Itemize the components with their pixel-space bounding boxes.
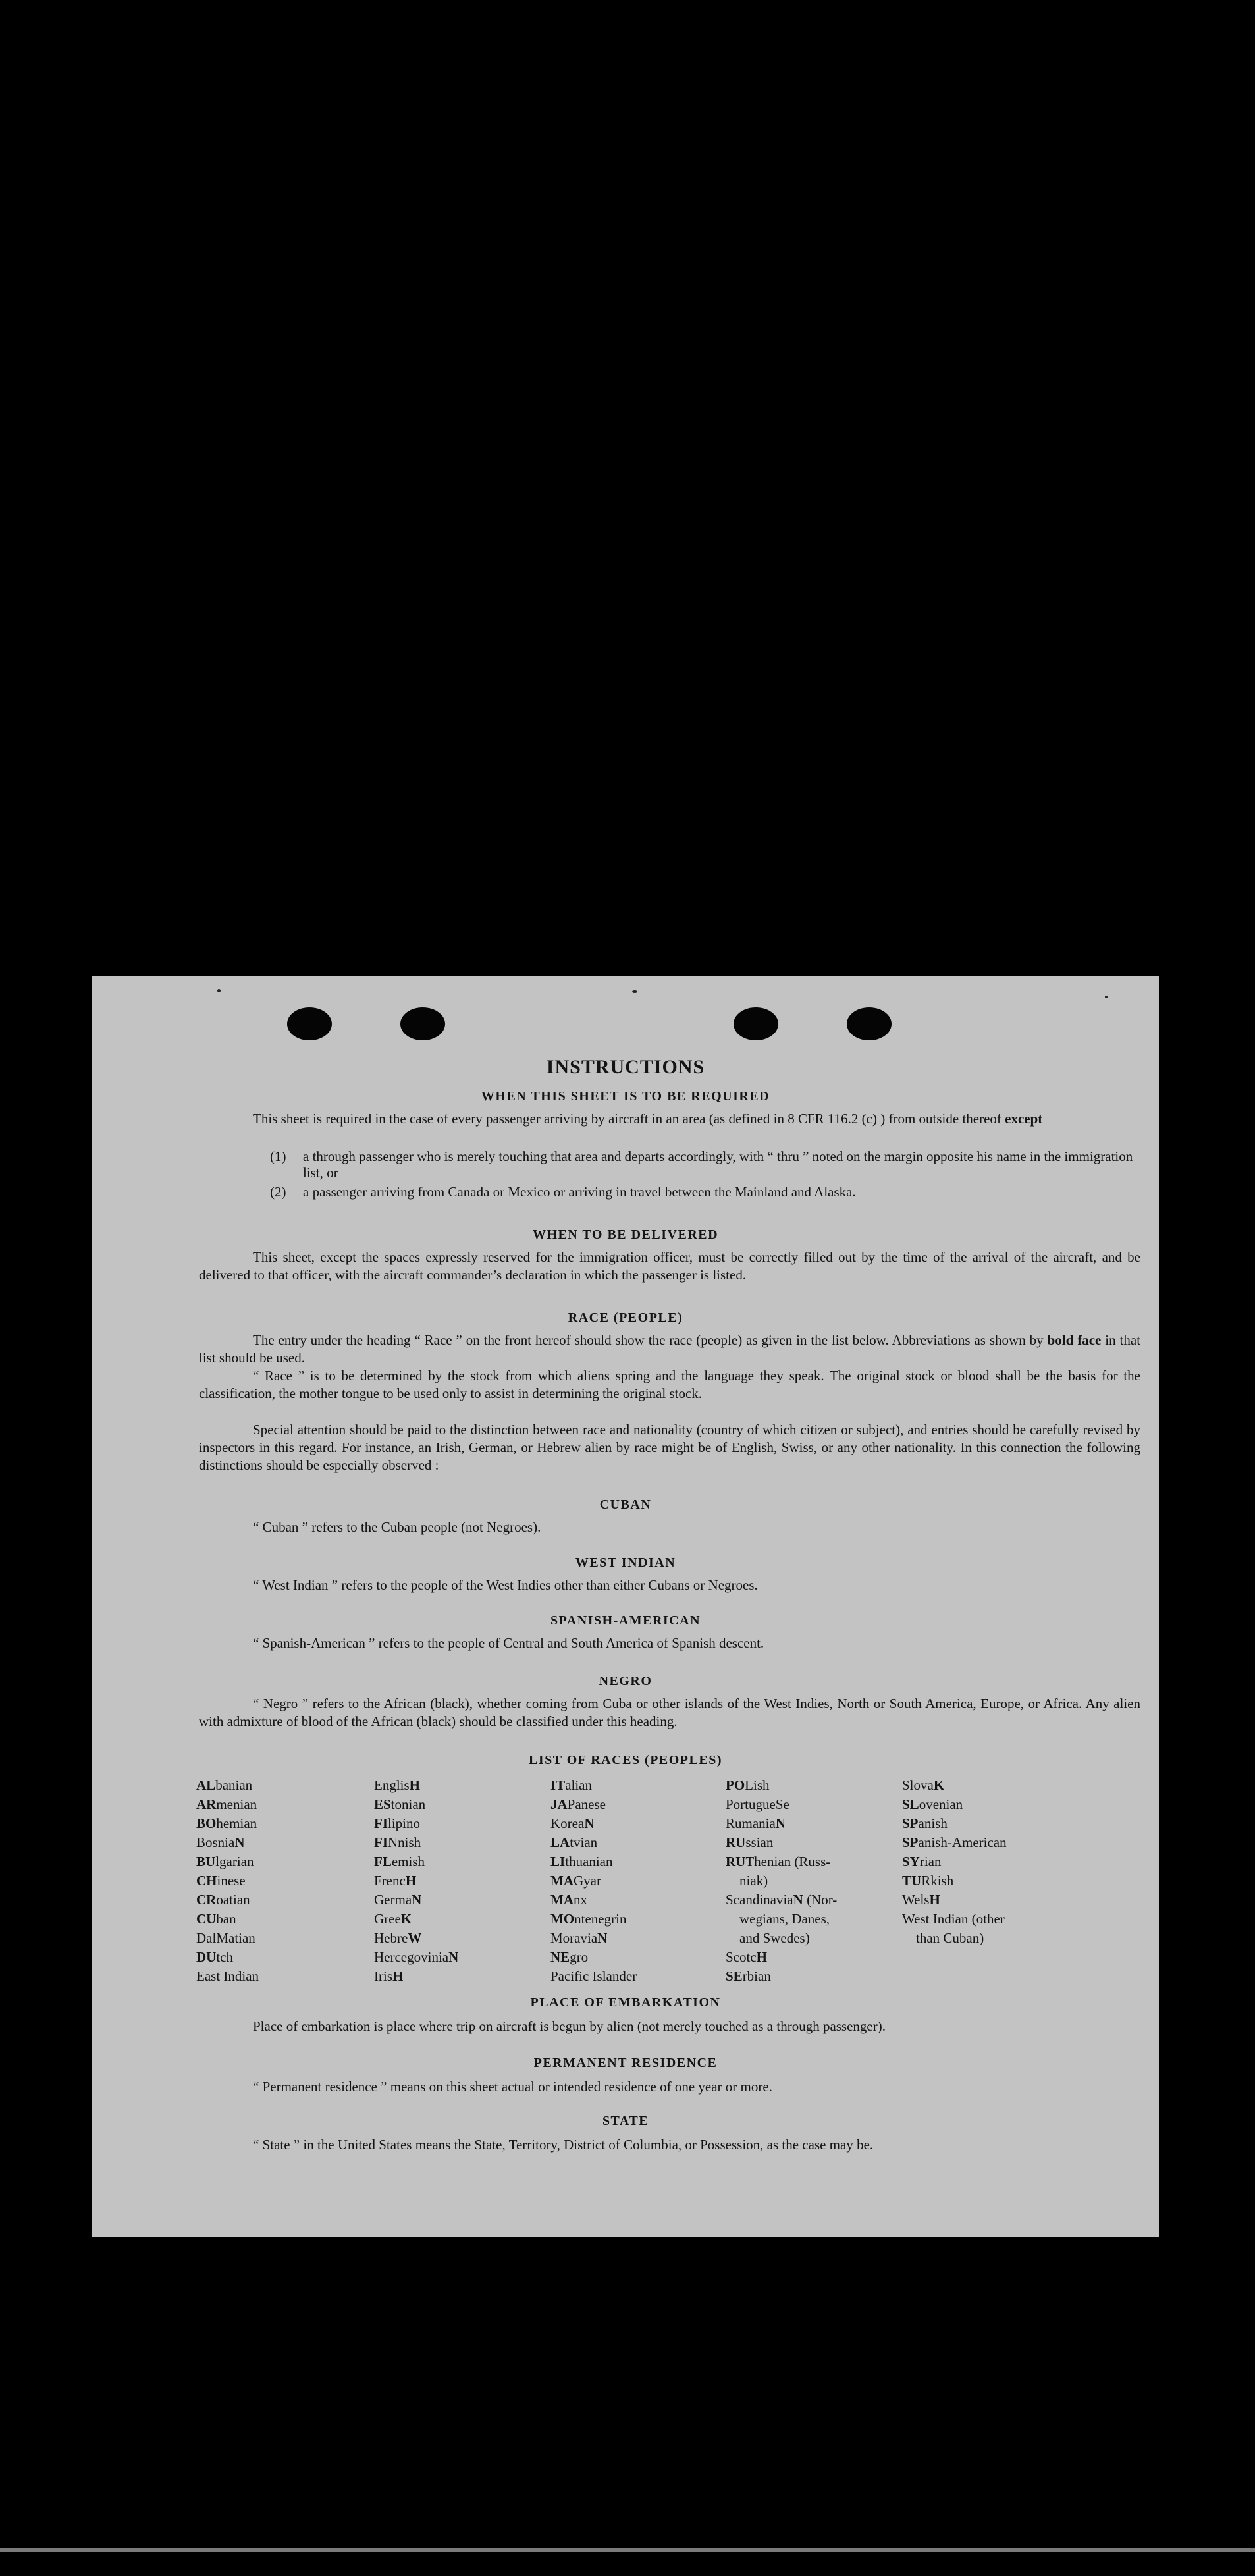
section-heading-spanish-american: SPANISH-AMERICAN [550,1613,701,1628]
race-entry: GermaN [374,1892,422,1908]
section-heading-west-indian: WEST INDIAN [575,1555,676,1570]
section-heading-negro: NEGRO [599,1674,653,1688]
race-entry: than Cuban) [902,1930,984,1946]
race-entry: ITalian [550,1777,592,1793]
races-column-5 [902,1776,1007,1948]
race-entry: DUtch [196,1949,233,1965]
race-entry: FLemish [374,1854,425,1869]
section-heading-state: STATE [602,2114,649,2128]
race-entry: FIlipino [374,1815,421,1831]
section-heading-cuban: CUBAN [599,1497,652,1512]
punch-hole [287,1007,332,1040]
race-entry: HercegoviniaN [374,1949,459,1965]
page-title: INSTRUCTIONS [546,1056,705,1078]
negro-paragraph: “ Negro ” refers to the African (black), whether coming from Cuba or other islands of the West Indies, North or South America, Europe, or Africa. Any alien with admixture of blood of the African (black) should be classified under this heading. [199,1696,1140,1729]
race-entry: ALbanian [196,1777,253,1793]
exception-item-1: (1) a through passenger who is merely touching that area and departs accordingly, with “ thru ” noted on the margin opposite his name in the immigration list, or [270,1148,1133,1181]
race-entry: GreeK [374,1911,412,1927]
races-column-1 [196,1776,259,1986]
section-heading-place-of-embarkation: PLACE OF EMBARKATION [530,1995,721,2010]
race-entry: wegians, Danes, [726,1911,830,1927]
race-entry: West Indian (other [902,1911,1005,1927]
race-entry: East Indian [196,1968,259,1984]
punch-hole [400,1007,445,1040]
west-indian-paragraph: “ West Indian ” refers to the people of the West Indies other than either Cubans or Negroes. [253,1577,758,1593]
race-entry: SYrian [902,1854,942,1869]
when-required-paragraph: This sheet is required in the case of every passenger arriving by aircraft in an area (as defined in 8 CFR 116.2 (c) ) from outside thereof except [253,1111,1043,1127]
race-entry: CRoatian [196,1892,250,1908]
place-of-embarkation-paragraph: Place of embarkation is place where trip on aircraft is begun by alien (not merely touched as a through passenger). [253,2018,886,2034]
race-entry: JAPanese [550,1796,606,1812]
race-entry: FrencH [374,1873,417,1889]
race-paragraph-2: “ Race ” is to be determined by the stock from which aliens spring and the language they speak. The original stock or blood shall be the basis for the classification, the mother tongue to be used only to assist in determining the original stock. [199,1368,1140,1401]
race-entry: CUban [196,1911,236,1927]
permanent-residence-paragraph: “ Permanent residence ” means on this sheet actual or intended residence of one year or more. [253,2079,772,2095]
race-entry: NEgro [550,1949,589,1965]
race-entry: MOntenegrin [550,1911,627,1927]
races-column-2 [374,1776,458,1986]
race-entry: BosniaN [196,1835,245,1850]
race-entry: PortugueSe [726,1796,789,1812]
race-entry: RUssian [726,1835,774,1850]
race-entry: DalMatian [196,1930,255,1946]
race-entry: EnglisH [374,1777,421,1793]
race-entry: RUThenian (Russ- [726,1854,831,1869]
race-entry: HebreW [374,1930,422,1946]
race-entry: LAtvian [550,1835,598,1850]
race-entry: SLovenian [902,1796,963,1812]
race-entry: MAGyar [550,1873,601,1889]
race-entry: SPanish-American [902,1835,1007,1850]
section-heading-race: RACE (PEOPLE) [568,1310,683,1325]
race-entry: LIthuanian [550,1854,613,1869]
race-entry: EStonian [374,1796,426,1812]
race-paragraph-1: The entry under the heading “ Race ” on the front hereof should show the race (people) as given in the list below. Abbreviations as shown by bold face in that list should be used. [199,1332,1141,1366]
race-entry: MAnx [550,1892,587,1908]
spanish-american-paragraph: “ Spanish-American ” refers to the people of Central and South America of Spanish descent. [253,1635,764,1651]
race-entry: Pacific Islander [550,1968,637,1984]
race-entry: SErbian [726,1968,771,1984]
when-delivered-paragraph: This sheet, except the spaces expressly reserved for the immigration officer, must be correctly filled out by the time of the arrival of the aircraft, and be delivered to that officer, with the aircraft commander’s declaration in which the passenger is listed. [199,1249,1140,1283]
state-paragraph: “ State ” in the United States means the State, Territory, District of Columbia, or Possession, as the case may be. [253,2137,874,2153]
section-heading-permanent-residence: PERMANENT RESIDENCE [533,2056,718,2070]
document-sheet [92,976,1159,2237]
race-entry: SlovaK [902,1777,945,1793]
race-entry: BOhemian [196,1815,257,1831]
exception-item-2: (2) a passenger arriving from Canada or Mexico or arriving in travel between the Mainland and Alaska. [270,1184,856,1200]
bottom-edge-line [0,2548,1255,2552]
race-entry: MoraviaN [550,1930,608,1946]
race-entry: WelsH [902,1892,940,1908]
race-entry: POLish [726,1777,770,1793]
races-column-3 [550,1776,637,1986]
section-heading-when-required: WHEN THIS SHEET IS TO BE REQUIRED [481,1089,770,1104]
section-heading-when-delivered: WHEN TO BE DELIVERED [532,1227,719,1242]
race-entry: CHinese [196,1873,246,1889]
races-column-4 [726,1776,837,1986]
race-entry: IrisH [374,1968,404,1984]
race-entry: niak) [726,1873,768,1889]
race-entry: and Swedes) [726,1930,810,1946]
race-entry: KoreaN [550,1815,595,1831]
race-entry: BUlgarian [196,1854,254,1869]
race-entry: FINnish [374,1835,421,1850]
race-entry: ScotcH [726,1949,767,1965]
race-entry: ARmenian [196,1796,257,1812]
race-entry: TURkish [902,1873,954,1889]
punch-hole [847,1007,892,1040]
race-entry: ScandinaviaN (Nor- [726,1892,838,1908]
race-paragraph-3: Special attention should be paid to the distinction between race and nationality (country of which citizen or subject), and entries should be carefully revised by inspectors in this regard. For instance, an Irish, German, or Hebrew alien by race might be of English, Swiss, or any other nationality. In this connection the following distinctions should be especially observed : [199,1422,1140,1473]
section-heading-list-of-races: LIST OF RACES (PEOPLES) [528,1753,722,1767]
race-entry: SPanish [902,1815,948,1831]
race-entry: RumaniaN [726,1815,786,1831]
punch-hole [734,1007,778,1040]
cuban-paragraph: “ Cuban ” refers to the Cuban people (not Negroes). [253,1519,541,1535]
